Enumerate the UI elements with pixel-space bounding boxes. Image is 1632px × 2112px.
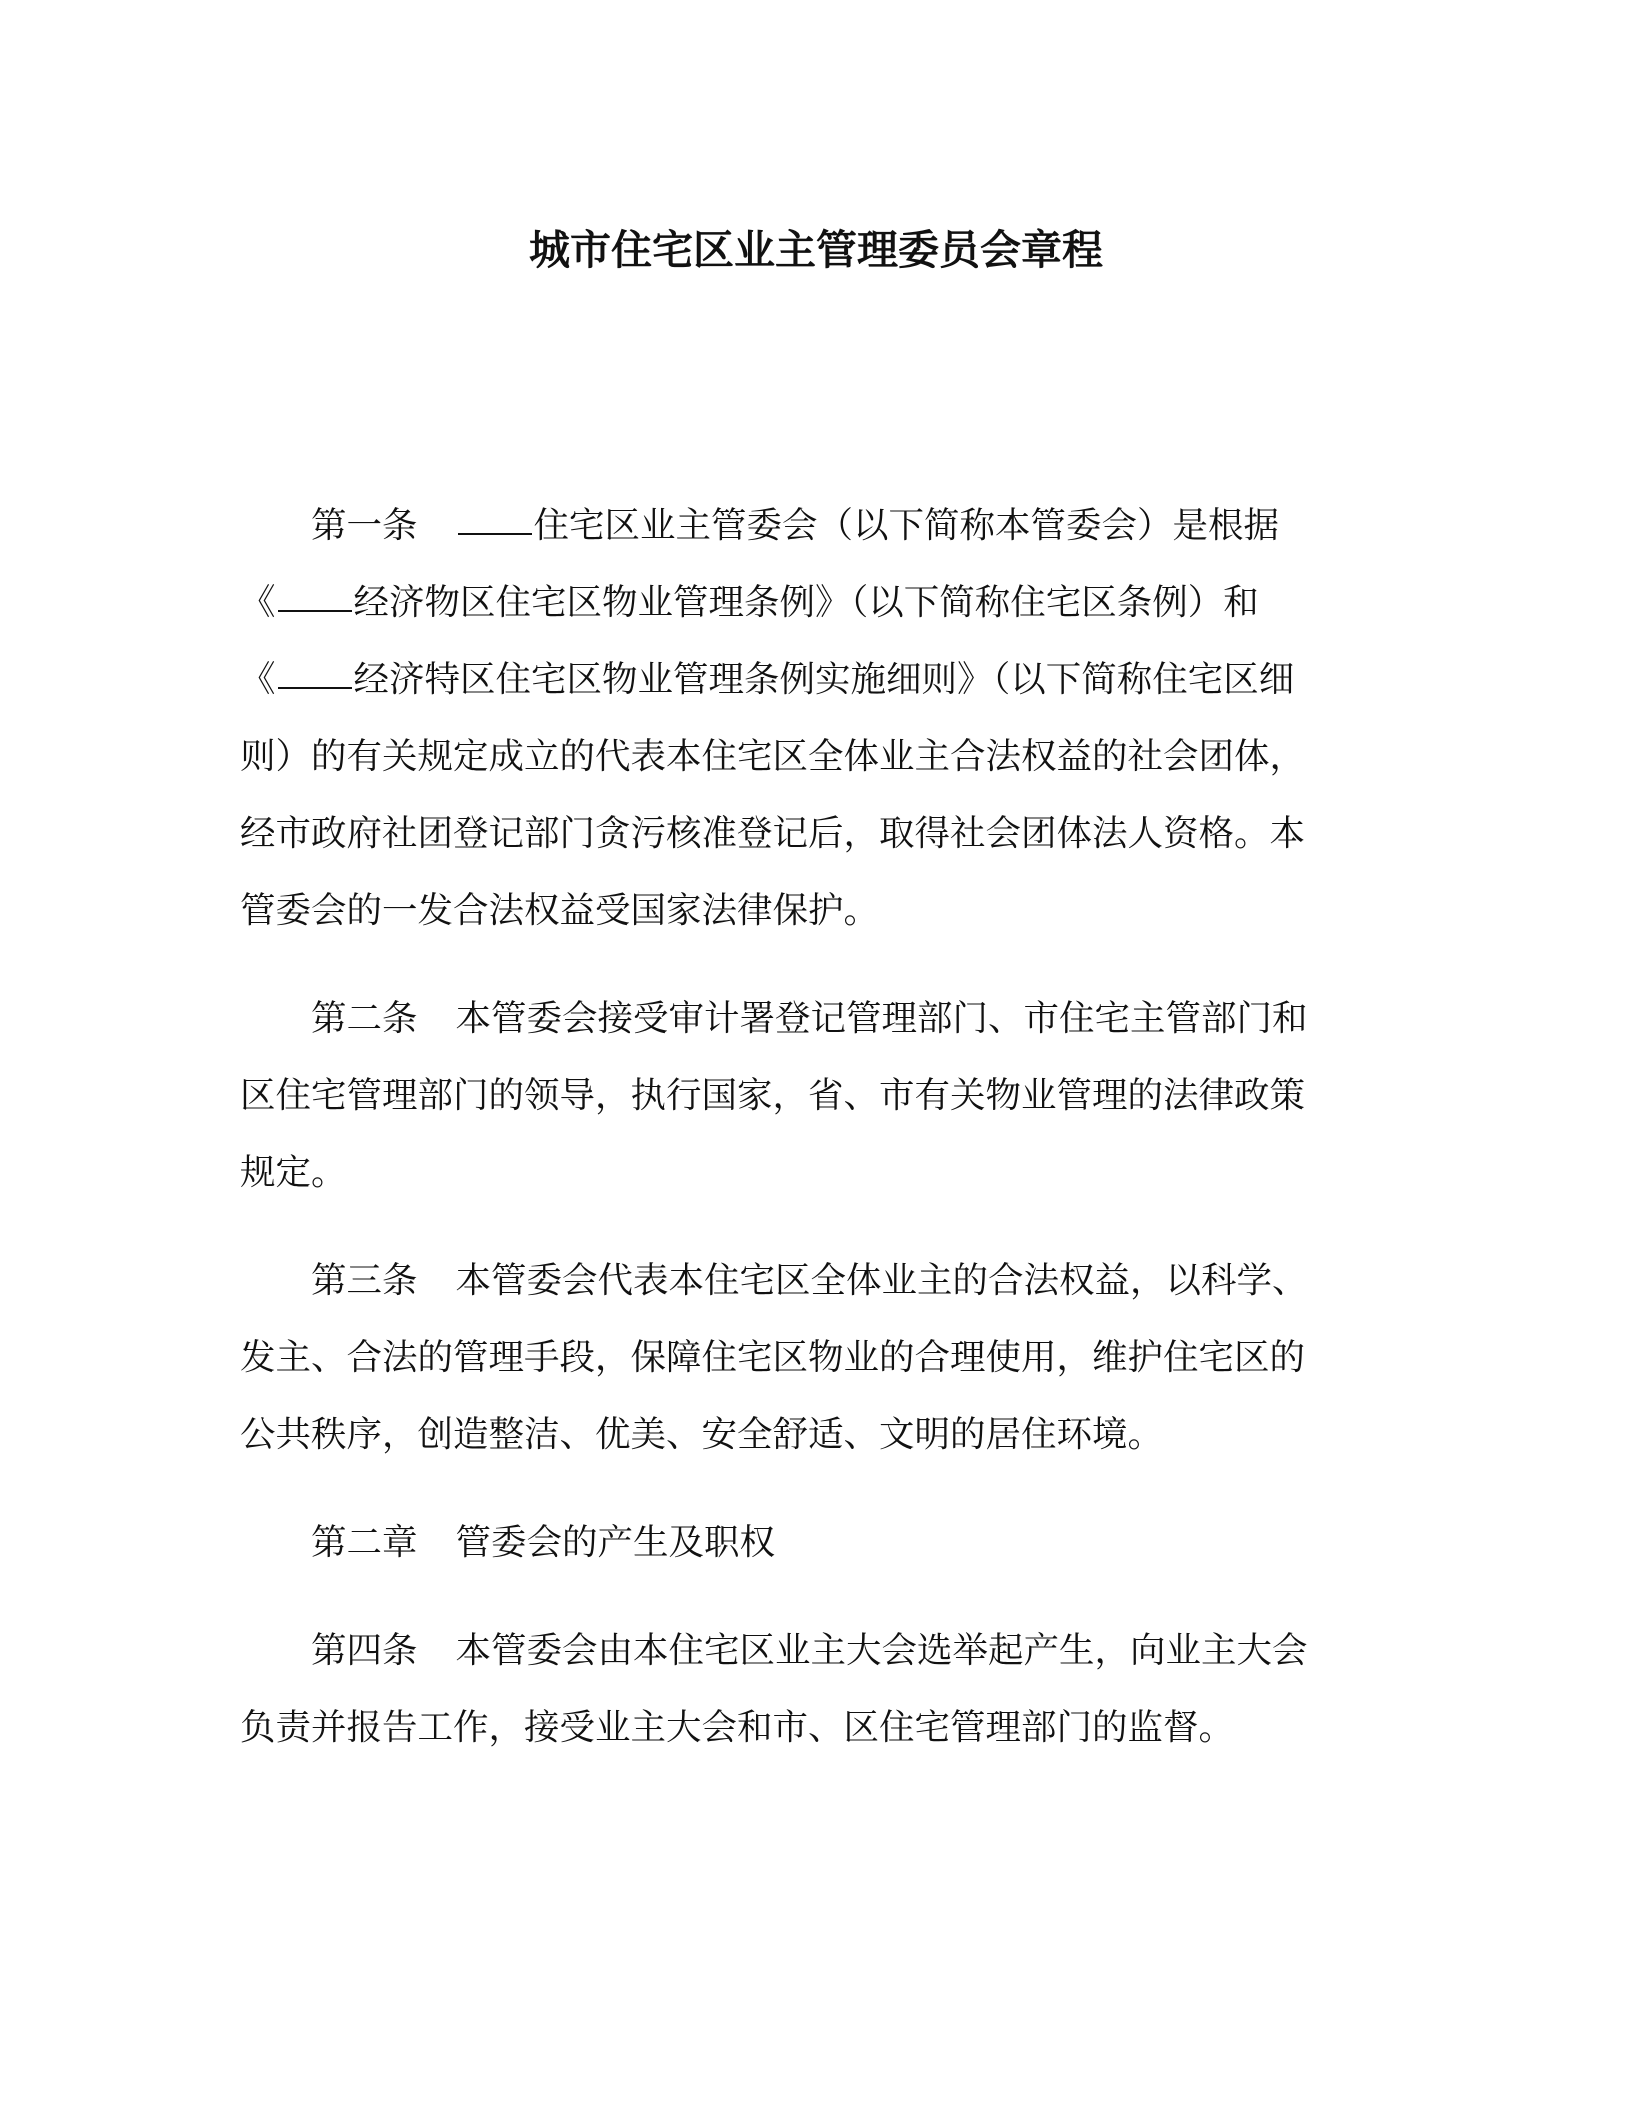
article-2 [240,980,1392,1211]
open-quote: 《 [240,659,276,700]
document-title: 城市住宅区业主管理委员会章程 [529,226,1103,274]
article-1-label: 第一条 [311,505,418,546]
article-1-line-3 [240,641,1392,718]
article-3-line-3: 公共秩序，创造整洁、优美、安全舒适、文明的居住环境。 [240,1414,1164,1455]
article-1 [240,487,1392,949]
article-1-text-2: 经济物区住宅区物业管理条例》（以下简称住宅区条例）和 [353,582,1259,623]
chapter-2-title: 管委会的产生及职权 [455,1522,776,1563]
article-3-line-2: 发主、合法的管理手段，保障住宅区物业的合理使用，维护住宅区的 [240,1337,1306,1378]
article-1-line-2 [240,564,1392,641]
article-4-line-2: 负责并报告工作，接受业主大会和市、区住宅管理部门的监督。 [240,1707,1235,1748]
article-3-text-1: 本管委会代表本住宅区全体业主的合法权益，以科学、 [455,1260,1308,1301]
article-4-label: 第四条 [311,1630,418,1671]
article-3-line-1 [240,1242,1392,1319]
article-2-text-1: 本管委会接受审计署登记管理部门、市住宅主管部门和 [455,998,1308,1039]
open-quote: 《 [240,582,276,623]
article-4 [240,1612,1392,1766]
article-2-line-1 [240,980,1392,1057]
chapter-2-line-1 [240,1504,1392,1581]
article-2-line-3: 规定。 [240,1152,347,1193]
article-1-text-3: 经济特区住宅区物业管理条例实施细则》（以下简称住宅区细 [353,659,1295,700]
article-4-line-1 [240,1612,1392,1689]
article-1-text-1: 住宅区业主管委会（以下简称本管委会）是根据 [533,505,1280,546]
article-2-label: 第二条 [311,998,418,1039]
blank-underline [278,686,352,689]
article-3-label: 第三条 [311,1260,418,1301]
article-1-line-1 [240,487,1392,564]
chapter-2-heading [240,1504,1392,1581]
article-1-line-5: 经市政府社团登记部门贪污核准登记后，取得社会团体法人资格。本 [240,813,1306,854]
article-1-line-6: 管委会的一发合法权益受国家法律保护。 [240,890,880,931]
blank-underline [278,609,352,612]
chapter-2-label: 第二章 [311,1522,418,1563]
document-body [240,487,1392,1766]
article-1-line-4: 则）的有关规定成立的代表本住宅区全体业主合法权益的社会团体， [240,736,1306,777]
article-2-line-2: 区住宅管理部门的领导，执行国家，省、市有关物业管理的法律政策 [240,1075,1306,1116]
article-4-text-1: 本管委会由本住宅区业主大会选举起产生，向业主大会 [455,1630,1308,1671]
blank-underline [458,532,532,535]
article-3 [240,1242,1392,1473]
